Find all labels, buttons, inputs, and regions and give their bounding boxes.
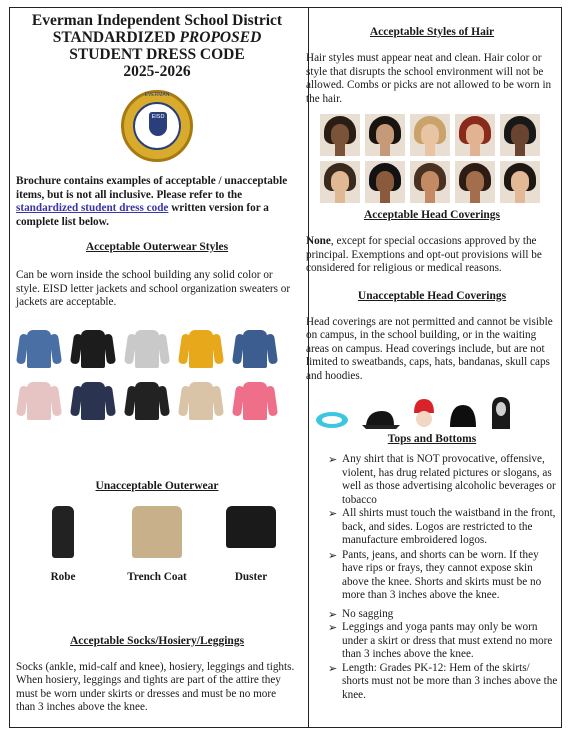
hairstyle-photo [455, 114, 495, 156]
hairstyle-photo [320, 161, 360, 203]
garment-picture [117, 504, 197, 559]
seal-inner [133, 102, 181, 150]
garment-torso [27, 382, 51, 420]
title-proposed: PROPOSED [179, 29, 262, 46]
garment-label: Robe [50, 570, 76, 583]
socks-heading: Acceptable Socks/Hosiery/Leggings [69, 634, 245, 647]
logo-container [16, 90, 298, 162]
hair-text: Hair styles must appear neat and clean. Hair color or style that disrupts the school environment will not be allowed. Combs or picks are not allowed to be worn in the hair. [306, 52, 552, 105]
bullet-text: No sagging [342, 607, 394, 620]
district-name: Everman Independent School District [31, 12, 283, 29]
hair-style-images [320, 114, 558, 203]
sweatband-icon [314, 409, 350, 431]
shield-icon [149, 112, 167, 136]
bullet-text: Pants, jeans, and shorts can be worn. If they have rips or frays, they cannot expose skin above the knee. Shorts and skirts must be no more than 3 inches above the knee. [342, 548, 542, 601]
face-skin [511, 171, 529, 193]
garment-shape [132, 506, 182, 558]
face-skin [421, 171, 439, 193]
acceptable-outerwear-heading: Acceptable Outerwear Styles [85, 241, 229, 253]
tops-bullet-item [306, 662, 558, 703]
tops-bullet-item [306, 453, 558, 507]
unacceptable-head-text: Head coverings are not permitted and cannot be visible on campus, in the school building, or in the waiting areas on campus. Head coverings include, but are not limited to sweatbands, caps, hats, bandanas, skull caps and hoodies. [306, 315, 553, 382]
hoodie-icon [488, 395, 514, 431]
arrow-bullet-icon: ➢ [328, 621, 338, 634]
face-skin [376, 171, 394, 193]
yellow-sweater-image [178, 328, 224, 370]
arrow-bullet-icon: ➢ [328, 507, 338, 520]
hair-heading: Acceptable Styles of Hair [369, 26, 495, 38]
unacceptable-item [23, 504, 103, 583]
right-column [306, 8, 558, 702]
skull-cap-icon [448, 403, 478, 431]
intro-text-before: Brochure contains examples of acceptable / unacceptable items, but is not all inclusive. Please refer to the [16, 175, 288, 201]
acceptable-head-none: None [306, 235, 331, 247]
brochure-intro [16, 175, 298, 229]
garment-shape [226, 506, 276, 548]
garment-torso [135, 330, 159, 368]
acceptable-head-rest: , except for special occasions approved by the principal. Exemptions and opt-out provisions will be considered for religious or medical reasons. [306, 235, 542, 274]
garment-torso [189, 382, 213, 420]
hairstyle-photo [455, 161, 495, 203]
unacceptable-outerwear-images [16, 504, 298, 583]
school-year: 2025-2026 [123, 63, 191, 80]
bandana-icon [410, 397, 438, 431]
hairstyle-photo [500, 161, 540, 203]
unacceptable-outerwear-heading: Unacceptable Outerwear [95, 479, 219, 492]
grey-hoodie-image [124, 328, 170, 370]
bullet-text: Length: Grades PK-12: Hem of the skirts/ shorts must not be more than 3 inches above the knee. [342, 661, 558, 701]
arrow-bullet-icon: ➢ [328, 607, 338, 621]
face-skin [376, 124, 394, 146]
acceptable-head-heading: Acceptable Head Coverings [363, 209, 501, 221]
bullet-text: All shirts must touch the waistband in the front, back, and sides. Logos are restricted to the manufacture embroidered logos. [342, 507, 556, 546]
arrow-bullet-icon: ➢ [328, 548, 338, 562]
tops-bullet-item [306, 608, 558, 622]
garment-torso [81, 382, 105, 420]
bullet-text: Any shirt that is NOT provocative, offensive, violent, has drug related pictures or slogans, as well as those advertising alcoholic beverages or tobacco [342, 453, 556, 506]
hairstyle-photo [410, 114, 450, 156]
tops-bullet-item [306, 549, 558, 603]
socks-text: Socks (ankle, mid-calf and knee), hosiery, leggings and tights. When hosiery, leggings and tights are part of the attire they must be worn under skirts or dresses and must be no more than 3 inches above the knee. [16, 660, 295, 713]
garment-label: Trench Coat [127, 570, 187, 583]
acceptable-outerwear-images [16, 328, 298, 422]
garment-torso [243, 382, 267, 420]
acceptable-head-text [306, 235, 558, 276]
arrow-bullet-icon: ➢ [328, 453, 338, 466]
eisd-seal-logo [121, 90, 193, 162]
garment-torso [189, 330, 213, 368]
face-skin [466, 171, 484, 193]
hairstyle-photo [365, 114, 405, 156]
head-covering-images [314, 391, 558, 431]
title-line-2 [16, 29, 298, 46]
letter-jacket-image [124, 380, 170, 422]
baseball-cap-icon [360, 407, 400, 431]
seal-ring-text: EVERMAN [144, 92, 170, 98]
garment-shape [52, 506, 74, 558]
arrow-bullet-icon: ➢ [328, 661, 338, 675]
garment-torso [81, 330, 105, 368]
garment-torso [135, 382, 159, 420]
garment-torso [27, 330, 51, 368]
face-skin [511, 124, 529, 146]
garment-torso [243, 330, 267, 368]
hairstyle-photo [320, 114, 360, 156]
hairstyle-photo [500, 114, 540, 156]
garment-picture [23, 504, 103, 559]
tops-heading: Tops and Bottoms [387, 433, 477, 445]
denim-jacket-image [16, 328, 62, 370]
hairstyle-photo [410, 161, 450, 203]
tops-bullet-item [306, 507, 558, 548]
acceptable-outerwear-text: Can be worn inside the school building any solid color or style. EISD letter jackets and school organization sweaters or jackets are acceptable. [16, 269, 291, 308]
unacceptable-item [117, 504, 197, 583]
unacceptable-head-heading: Unacceptable Head Coverings [357, 289, 507, 302]
knit-cardigan-image [178, 380, 224, 422]
document-title [16, 12, 298, 80]
hairstyle-photo [365, 161, 405, 203]
black-jacket-image [70, 328, 116, 370]
navy-cardigan-image [70, 380, 116, 422]
seal-shield-text: EISD [151, 114, 165, 120]
blue-jacket-image [232, 328, 278, 370]
bullet-text: Leggings and yoga pants may only be worn under a skirt or dress that must extend no more than 3 inches above the knee. [342, 621, 553, 660]
title-standardized: STANDARDIZED [52, 29, 180, 46]
unacceptable-item [211, 504, 291, 583]
face-skin [331, 124, 349, 146]
brochure-page [9, 7, 562, 728]
title-line-3: STUDENT DRESS CODE [69, 46, 245, 63]
tops-bullet-item [306, 621, 558, 662]
tops-bullet-list [306, 453, 558, 702]
pink-hoodie-image [232, 380, 278, 422]
pink-bomber-image [16, 380, 62, 422]
dress-code-link[interactable]: standardized student dress code [16, 202, 169, 214]
face-skin [331, 171, 349, 193]
face-skin [466, 124, 484, 146]
intro-text-after: written version for a complete list below. [16, 202, 269, 228]
garment-label: Duster [234, 570, 268, 583]
left-column [16, 8, 298, 715]
face-skin [421, 124, 439, 146]
garment-picture [211, 504, 291, 559]
